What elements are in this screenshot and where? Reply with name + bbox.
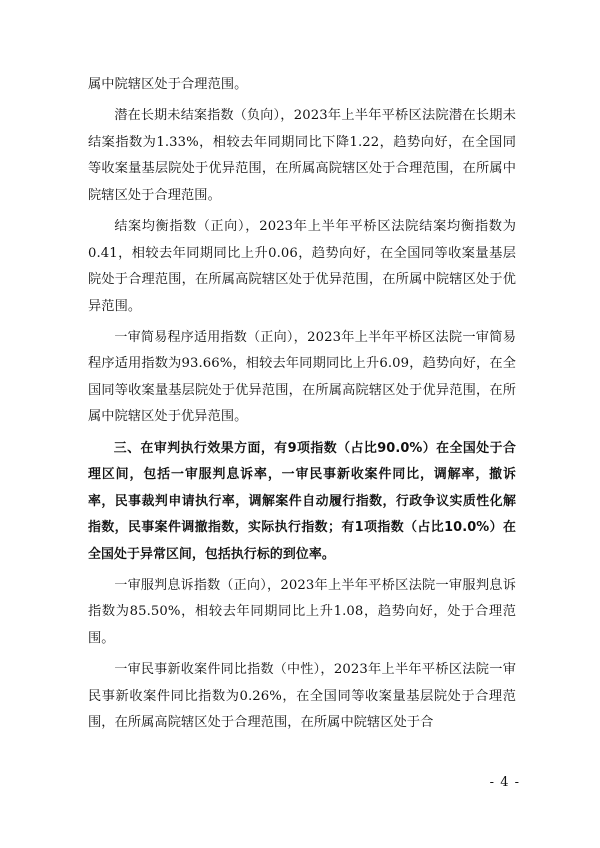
paragraph-new-civil-cases-index [88, 657, 516, 737]
paragraph-continuation [88, 72, 516, 99]
section-three-summary [88, 436, 516, 569]
paragraph-text: ，2023年上半年平桥区法院一审简易程序适用指数为93.66%，相较去年同期同比上升6.09，趋势向好，在全国同等收案量基层院处于优异范围，在所属高院辖区处于优异范围，在所属中院辖区处于优异范围。 [88, 329, 516, 425]
paragraph-text: 属中院辖区处于合理范围。 [88, 77, 248, 92]
paragraph-text: ，2023年上半年平桥区法院一审民事新收案件同比指数为0.26%，在全国同等收案量基层院处于合理范围，在所属高院辖区处于合理范围，在所属中院辖区处于合 [88, 662, 516, 731]
page-number: - 4 - [489, 775, 520, 790]
paragraph-text: 三、在审判执行效果方面，有9项指数（占比90.0%）在全国处于合理区间，包括一审服判息诉率，一审民事新收案件同比，调解率，撤诉率，民事裁判申请执行率，调解案件自动履行指数，行政争议实质性化解指数，民事案件调撤指数，实际执行指数；有1项指数（占比10.0%）在全国处于异常区间，包括执行标的到位率。 [88, 440, 516, 562]
paragraph-acceptance-index [88, 573, 516, 653]
paragraph-title: 结案均衡指数（正向） [114, 219, 246, 235]
paragraph-text: ，2023年上半年平桥区法院潜在长期未结案指数为1.33%，相较去年同期同比下降1.22，趋势向好，在全国同等收案量基层院处于优异范围，在所属高院辖区处于合理范围，在所属中院辖区处于合理范围。 [88, 108, 516, 203]
paragraph-closing-balance-index [88, 214, 516, 320]
paragraph-title: 一审简易程序适用指数（正向） [114, 329, 294, 345]
paragraph-text: ，2023年上半年平桥区法院结案均衡指数为0.41，相较去年同期同比上升0.06，趋势向好，在全国同等收案量基层院处于合理范围，在所属高院辖区处于优异范围，在所属中院辖区处于优异范围。 [88, 219, 516, 314]
paragraph-long-pending-index [88, 103, 516, 209]
paragraph-title: 一审服判息诉指数（正向） [114, 577, 267, 593]
paragraph-text: ，2023年上半年平桥区法院一审服判息诉指数为85.50%，相较去年同期同比上升1.08，趋势向好，处于合理范围。 [88, 577, 516, 646]
paragraph-simplified-procedure-index [88, 325, 516, 431]
paragraph-title: 潜在长期未结案指数（负向） [114, 108, 281, 124]
paragraph-title: 一审民事新收案件同比指数（中性） [114, 662, 321, 678]
page-body [88, 72, 516, 742]
